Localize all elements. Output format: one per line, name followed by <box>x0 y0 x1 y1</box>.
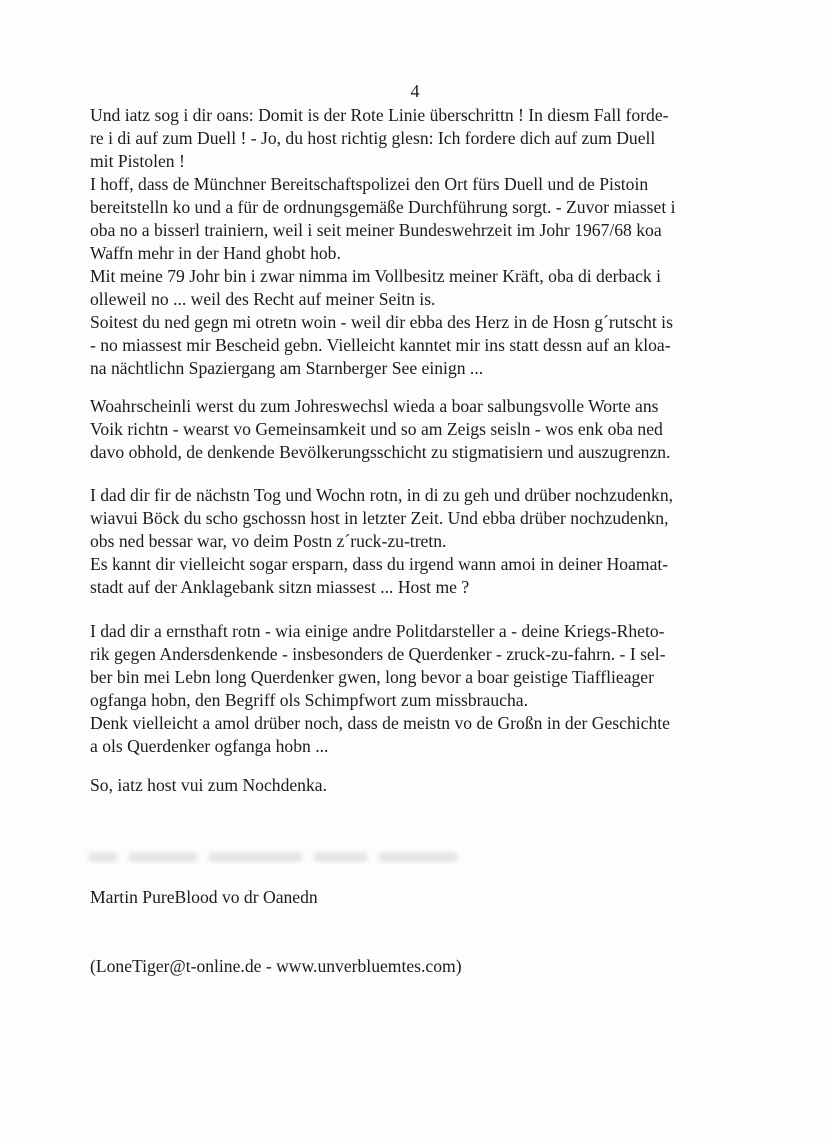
text-line: oba no a bisserl trainiern, weil i seit meiner Bundeswehrzeit im Johr 1967/68 koa <box>90 220 662 240</box>
text-line: davo obhold, de denkende Bevölkerungsschicht zu stigmatisiern und auszugrenzn. <box>90 442 671 462</box>
text-line: stadt auf der Anklagebank sitzn miassest ... Host me ? <box>90 577 470 597</box>
page-number: 4 <box>410 81 420 101</box>
contact-info: (LoneTiger@t-online.de - www.unverbluemtes.com) <box>90 956 462 976</box>
text-line: Waffn mehr in der Hand ghobt hob. <box>90 243 341 263</box>
text-line: Soitest du ned gegn mi otretn woin - weil dir ebba des Herz in de Hosn g´rutscht is <box>90 312 673 332</box>
text-line: wiavui Böck du scho gschossn host in letzter Zeit. Und ebba drüber nochzudenkn, <box>90 508 669 528</box>
text-line: I dad dir fir de nächstn Tog und Wochn rotn, in di zu geh und drüber nochzudenkn, <box>90 485 674 505</box>
text-line: Woahrscheinli werst du zum Johreswechsl wieda a boar salbungsvolle Worte ans <box>90 396 659 416</box>
text-line: bereitstelln ko und a für de ordnungsgemäße Durchführung sorgt. - Zuvor miasset i <box>90 197 676 217</box>
text-line: I dad dir a ernsthaft rotn - wia einige andre Politdarsteller a - deine Kriegs-Rheto- <box>90 621 665 641</box>
text-line: - no miassest mir Bescheid gebn. Vielleicht kanntet mir ins statt dessn auf an kloa- <box>90 335 671 355</box>
text-line: Und iatz sog i dir oans: Domit is der Rote Linie überschrittn ! In diesm Fall forde- <box>90 105 669 125</box>
text-line: So, iatz host vui zum Nochdenka. <box>90 775 327 795</box>
text-line: a ols Querdenker ogfanga hobn ... <box>90 736 329 756</box>
text-line: ogfanga hobn, den Begriff ols Schimpfwort zum missbraucha. <box>90 690 528 710</box>
text-line: Denk vielleicht a amol drüber noch, dass de meistn vo de Großn in der Geschichte <box>90 713 670 733</box>
text-line: Es kannt dir vielleicht sogar ersparn, dass du irgend wann amoi in deiner Hoamat- <box>90 554 669 574</box>
text-line: I hoff, dass de Münchner Bereitschaftspolizei den Ort fürs Duell und de Pistoin <box>90 174 649 194</box>
text-line: ber bin mei Lebn long Querdenker gwen, long bevor a boar geistige Tiafflieager <box>90 667 654 687</box>
text-line: re i di auf zum Duell ! - Jo, du host richtig glesn: Ich fordere dich auf zum Duell <box>90 128 656 148</box>
signature-mark <box>88 842 478 872</box>
author-name: Martin PureBlood vo dr Oanedn <box>90 887 318 907</box>
text-line: mit Pistolen ! <box>90 151 185 171</box>
text-line: na nächtlichn Spaziergang am Starnberger See einign ... <box>90 358 484 378</box>
text-line: olleweil no ... weil des Recht auf meiner Seitn is. <box>90 289 436 309</box>
text-line: Mit meine 79 Johr bin i zwar nimma im Vollbesitz meiner Kräft, oba di derback i <box>90 266 662 286</box>
text-line: Voik richtn - wearst vo Gemeinsamkeit und so am Zeigs seisln - wos enk oba ned <box>90 419 663 439</box>
text-line: rik gegen Andersdenkende - insbesonders de Querdenker - zruck-zu-fahrn. - I sel- <box>90 644 666 664</box>
text-line: obs ned bessar war, vo deim Postn z´ruck-zu-tretn. <box>90 531 447 551</box>
